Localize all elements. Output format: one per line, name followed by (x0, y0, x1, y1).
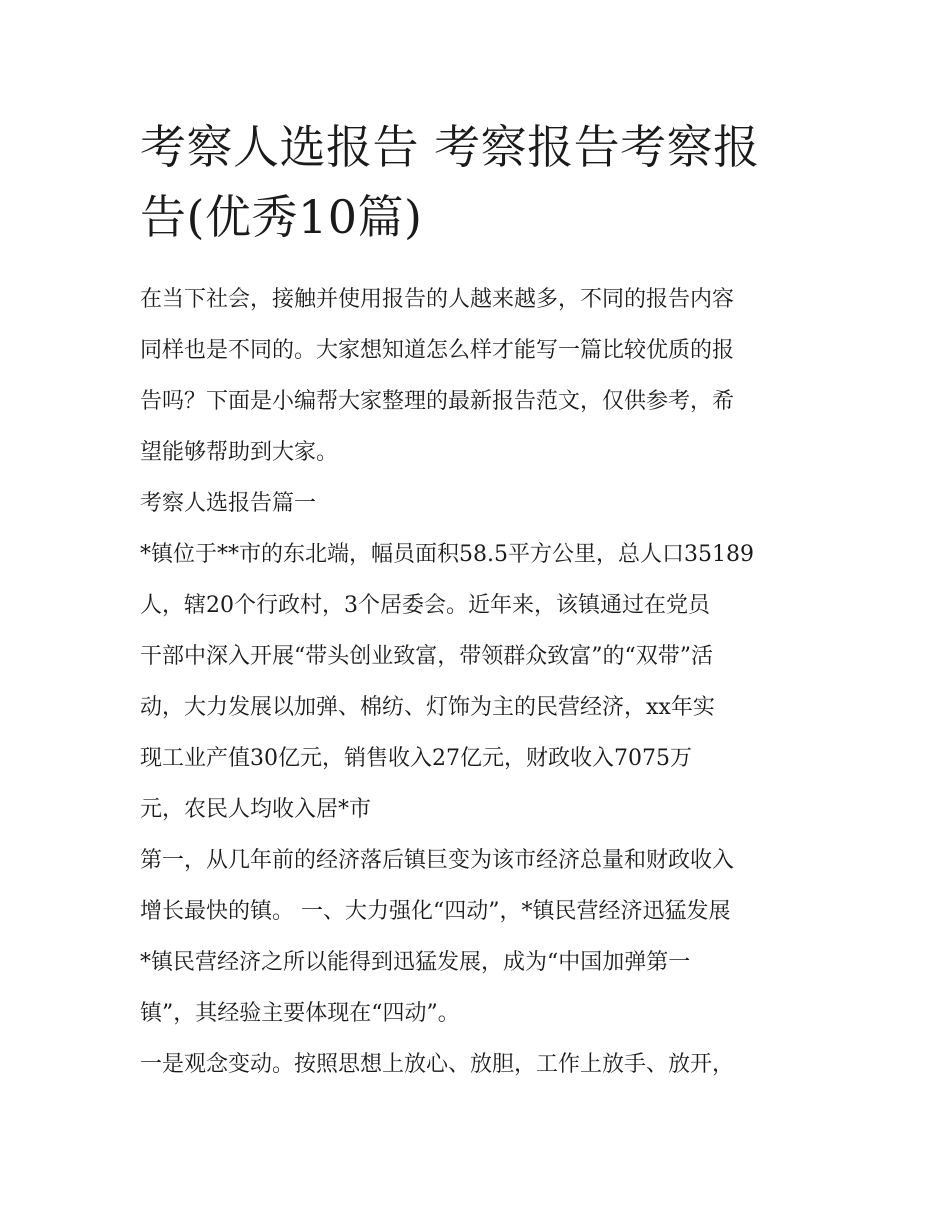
document-page (140, 112, 812, 1090)
text-line: 干部中深入开展“带头创业致富，带领群众致富”的“双带”活 (140, 644, 713, 669)
section-heading (140, 478, 812, 529)
document-title (140, 112, 812, 252)
text-line: 现工业产值30亿元，销售收入27亿元，财政收入7075万 (140, 746, 692, 771)
text-line: *镇民营经济之所以能得到迅猛发展，成为“中国加弹第一 (140, 950, 691, 975)
intro-paragraph (140, 274, 812, 478)
text-line: 告吗？下面是小编帮大家整理的最新报告范文，仅供参考，希 (140, 389, 735, 414)
title-line-1: 考察人选报告 考察报告考察报 (140, 120, 760, 174)
text-line: 动，大力发展以加弹、棉纺、灯饰为主的民营经济，xx年实 (140, 695, 715, 720)
text-line: 第一，从几年前的经济落后镇巨变为该市经济总量和财政收入 (140, 848, 735, 873)
text-line: 一是观念变动。按照思想上放心、放胆，工作上放手、放开， (140, 1052, 735, 1077)
section-heading-text: 考察人选报告篇一 (140, 491, 317, 516)
title-line-2: 告(优秀10篇) (140, 190, 423, 244)
text-line: 同样也是不同的。大家想知道怎么样才能写一篇比较优质的报 (140, 338, 735, 363)
body-paragraph-3 (140, 1039, 812, 1090)
text-line: *镇位于**市的东北端，幅员面积58.5平方公里，总人口35189 (140, 542, 754, 567)
text-line: 增长最快的镇。 一、大力强化“四动”，*镇民营经济迅猛发展 (140, 899, 731, 924)
body-paragraph-1 (140, 529, 812, 835)
body-paragraph-2 (140, 835, 812, 1039)
text-line: 在当下社会，接触并使用报告的人越来越多，不同的报告内容 (140, 287, 735, 312)
text-line: 镇”，其经验主要体现在“四动”。 (140, 1001, 460, 1026)
text-line: 元，农民人均收入居*市 (140, 797, 372, 822)
text-line: 望能够帮助到大家。 (140, 440, 339, 465)
text-line: 人，辖20个行政村，3个居委会。近年来，该镇通过在党员 (140, 593, 710, 618)
